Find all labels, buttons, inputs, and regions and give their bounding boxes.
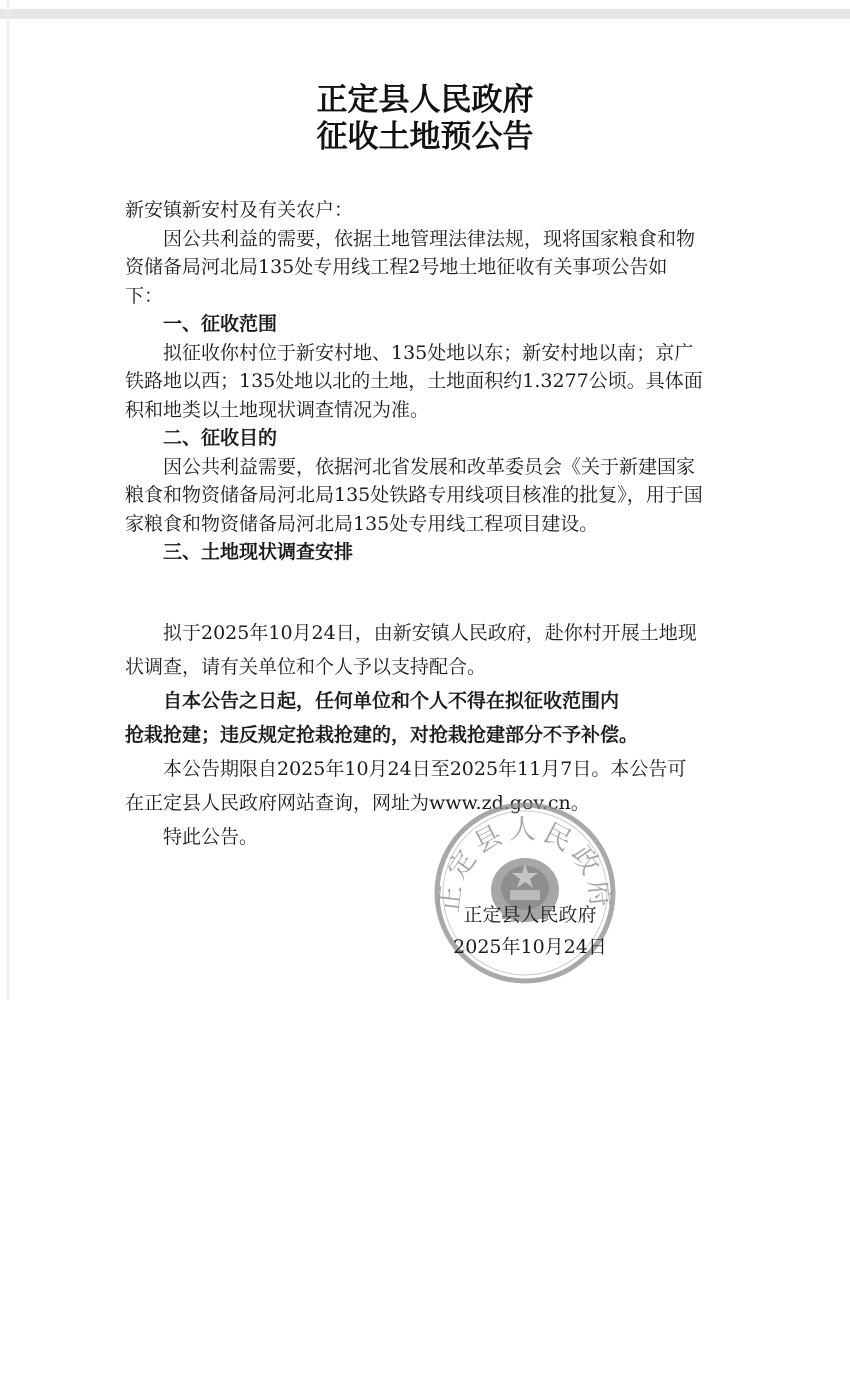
- salutation: 新安镇新安村及有关农户：: [125, 199, 354, 221]
- section-3-heading: 三、土地现状调查安排: [163, 541, 354, 563]
- notice-body: [125, 196, 705, 567]
- section-2-text: 因公共利益需要，依据河北省发展和改革委员会《关于新建国家粮食和物资储备局河北局135处铁路专用线项目核准的批复》，用于国家粮食和物资储备局河北局135处专用线工程项目建设。: [125, 455, 703, 535]
- warning-line-1: 自本公告之日起，任何单位和个人不得在拟征收范围内: [163, 690, 620, 712]
- section-3-text: 拟于2025年10月24日，由新安镇人民政府，赴你村开展土地现状调查，请有关单位和个人予以支持配合。: [125, 622, 697, 678]
- section-2-heading: 二、征收目的: [163, 427, 278, 449]
- section-1-text: 拟征收你村位于新安村地、135处地以东；新安村地以南；京广铁路地以西；135处地以北的土地，土地面积约1.3277公顷。具体面积和地类以土地现状调查情况为准。: [125, 341, 703, 421]
- section-1-heading: 一、征收范围: [163, 313, 278, 335]
- period-paragraph: 本公告期限自2025年10月24日至2025年11月7日。本公告可在正定县人民政府网站查询，网址为www.zd.gov.cn。: [125, 758, 687, 814]
- seal-text: 正定县人民政府: [433, 814, 617, 914]
- issue-date: 2025年10月24日: [453, 936, 607, 958]
- issuer-name: 正定县人民政府: [463, 904, 597, 926]
- document-title-line-1: 正定县人民政府: [316, 82, 534, 118]
- closing-text: 特此公告。: [163, 826, 259, 848]
- intro-paragraph: 因公共利益的需要，依据土地管理法律法规，现将国家粮食和物资储备局河北局135处专用线工程2号地土地征收有关事项公告如下：: [125, 227, 696, 307]
- warning-line-2: 抢栽抢建；违反规定抢栽抢建的，对抢栽抢建部分不予补偿。: [125, 724, 639, 746]
- document-title-line-2: 征收土地预公告: [316, 119, 534, 155]
